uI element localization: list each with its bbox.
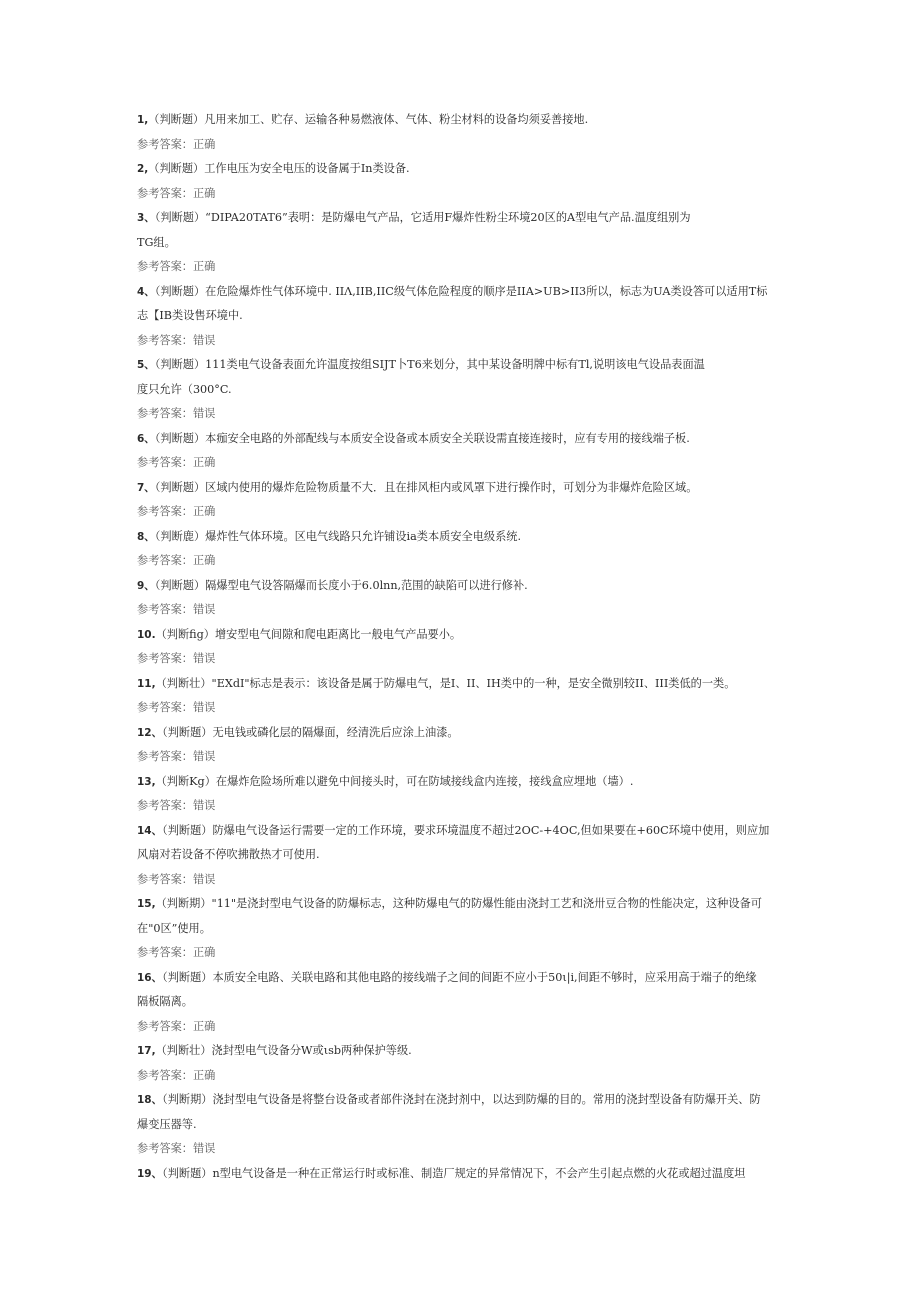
question-text-line (137, 892, 787, 917)
question-number: 11, (137, 677, 156, 690)
answer-line: 参考答案：正确 (137, 260, 216, 273)
question-text: （判断题）n型电气设备是一种在正常运行时或标准、制造厂规定的异常情况下，不会产生引起点燃的火花或超过温度坦 (162, 1166, 746, 1180)
question-number: 12、 (137, 726, 163, 739)
question-text: TG组。 (137, 235, 176, 249)
question-number: 10. (137, 628, 156, 641)
question-text: （判断题）“DIPA20TAT6”表明：是防爆电气产品，它适用F爆炸性粉尘环境20区的A型电气产品.温度组别为 (154, 211, 691, 224)
answer-line: 参考答案：错误 (137, 1142, 216, 1155)
question-number: 18、 (137, 1094, 163, 1106)
question-number: 7、 (137, 481, 155, 494)
question-number: 15, (137, 898, 156, 910)
question-text-line (137, 108, 787, 133)
answer-line: 参考答案：错误 (137, 750, 216, 763)
question-text: （判断鹿）爆炸性气体环境。区电气线路只允许铺设ia类本质安全电级系统. (154, 529, 522, 543)
question-number: 6、 (137, 432, 155, 445)
question-number: 3、 (137, 212, 155, 224)
question-text: （判断fig）增安型电气间隙和爬电距离比一般电气产品要小。 (155, 627, 462, 641)
question-text-line (137, 231, 787, 256)
question-text: （判断题）区域内使用的爆炸危险物质量不大．且在排风柜内或风罩下进行操作时，可划分为非爆炸危险区域。 (154, 480, 698, 494)
question-text-line (137, 966, 787, 991)
question-text: （判断Kg）在爆炸危险场所难以避免中间接头时，可在防域接线盒内连接，接线盒应埋地（墙）. (155, 774, 634, 788)
question-text-line (137, 1039, 787, 1064)
question-text: （判断题）本痂安全电路的外部配线与本质安全设备或本质安全关联设需直接连接时，应有专用的接线端子板. (154, 431, 690, 445)
answer-line: 参考答案：正确 (137, 1068, 216, 1082)
question-text: （判断期）"11"是浇封型电气设备的防爆标志，这种防爆电气的防爆性能由浇封工艺和浇卅豆合物的性能决定，这种设备可 (155, 897, 762, 910)
question-text-line (137, 1088, 787, 1113)
document-body (137, 108, 787, 1186)
question-text-line (137, 353, 787, 378)
question-text: （判断期）浇封型电气设备是将整台设备或者部件浇封在浇封剂中，以达到防爆的目的。常用的浇封型设备有防爆开关、防 (162, 1093, 761, 1106)
question-text: （判断题）111类电气设备表面允许温度按组SIJT卜T6来划分，其中某设备明牌中标有Tl,说明该电气设品表面温 (154, 358, 705, 371)
question-text-line (137, 476, 787, 501)
question-text-line (137, 427, 787, 452)
question-text-line (137, 672, 787, 697)
question-number: 4、 (137, 285, 155, 298)
question-text: （判断题）凡用来加工、贮存、运输各种易燃液体、气体、粉尘材料的设备均须妥善接地. (148, 113, 589, 126)
answer-line: 参考答案：正确 (137, 505, 216, 518)
question-text: （判断题）工作电压为安全电压的设备属于In类设备. (148, 162, 410, 175)
answer-line: 参考答案：正确 (137, 456, 216, 469)
question-text-line (137, 1162, 787, 1187)
answer-line: 参考答案：错误 (137, 701, 216, 714)
question-text: （判断题）在危险爆炸性气体环境中. IIΛ,IIB,IIC级气体危险程度的顺序是IIA>UB>II3所以，标志为UA类设答可以适用T标 (154, 284, 768, 298)
question-text: （判断壮）"EXdI"标志是表示：该设备是属于防爆电气，是I、II、IH类中的一种，是安全微别较II、III类低的一类。 (155, 676, 736, 690)
question-number: 8、 (137, 530, 155, 543)
question-text: 隔板隔离。 (137, 995, 193, 1008)
question-text-line (137, 1113, 787, 1138)
question-text-line (137, 770, 787, 795)
question-text: （判断题）本质安全电路、关联电路和其他电路的接线端子之间的间距不应小于50ι|i,间距不够时，应采用高于端子的绝缘 (162, 970, 757, 984)
question-text-line (137, 157, 787, 182)
question-number: 13, (137, 775, 156, 788)
answer-line: 参考答案：错误 (137, 407, 216, 420)
question-number: 19、 (137, 1167, 163, 1180)
answer-line: 参考答案：正确 (137, 186, 216, 200)
answer-line: 参考答案：错误 (137, 652, 216, 665)
question-text-line (137, 917, 787, 942)
question-text: 在"0区”使用。 (137, 921, 211, 935)
question-text: （判断题）无电钱或磷化层的隔爆面，经清洗后应涂上油漆。 (162, 725, 459, 739)
question-text: （判断题）隔爆型电气设答隔爆而长度小于6.0lnn,范围的缺陷可以进行修补. (154, 578, 528, 592)
question-number: 16、 (137, 971, 163, 984)
question-text: 爆变压器等. (137, 1117, 197, 1131)
question-number: 17, (137, 1045, 156, 1057)
question-text-line (137, 304, 787, 329)
question-text: 志【IB类设售环境中. (137, 309, 243, 322)
question-text-line (137, 206, 787, 231)
answer-line: 参考答案：正确 (137, 946, 216, 959)
answer-line: 参考答案：正确 (137, 137, 216, 151)
answer-line: 参考答案：正确 (137, 1019, 216, 1033)
question-text: （判断题）防爆电气设备运行需要一定的工作环境，要求环境温度不超过2OC-+4OC,但如果要在+60C环境中使用，则应加 (162, 823, 770, 837)
question-text-line (137, 574, 787, 599)
question-text-line (137, 623, 787, 648)
question-text-line (137, 525, 787, 550)
answer-line: 参考答案：错误 (137, 872, 216, 886)
question-text: （判断壮）浇封型电气设备分W或ιsb两种保护等级. (155, 1044, 412, 1057)
question-text-line (137, 378, 787, 403)
answer-line: 参考答案：错误 (137, 603, 216, 616)
answer-line: 参考答案：正确 (137, 554, 216, 567)
question-text-line (137, 819, 787, 844)
question-text: 度只允许（300°C. (137, 382, 232, 396)
question-number: 2, (137, 163, 149, 175)
question-number: 14、 (137, 824, 163, 837)
question-text-line (137, 721, 787, 746)
answer-line: 参考答案：错误 (137, 799, 216, 812)
question-text-line (137, 843, 787, 868)
question-text-line (137, 280, 787, 305)
question-text: 风扇对若设备不停吹拂散热才可使用. (137, 848, 320, 861)
question-text-line (137, 990, 787, 1015)
question-number: 5、 (137, 359, 155, 371)
answer-line: 参考答案：错误 (137, 333, 216, 347)
question-number: 9、 (137, 579, 155, 592)
question-number: 1, (137, 114, 149, 126)
